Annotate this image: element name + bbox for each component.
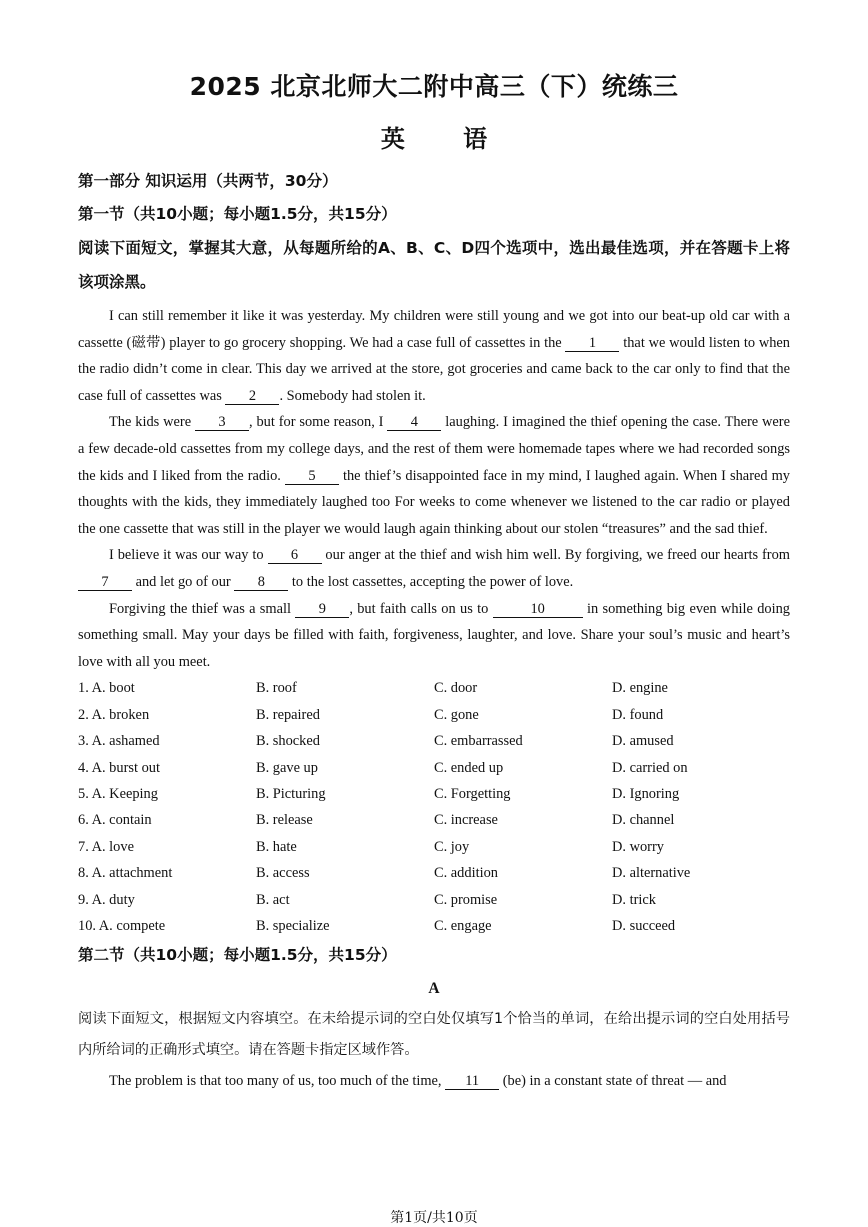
option-b: B. roof: [256, 680, 297, 697]
answer-options: [78, 675, 790, 939]
option-a: 4. A. burst out: [78, 759, 160, 776]
option-row: [78, 781, 790, 807]
grammar-paragraph-1: The problem is that too many of us, too much of the time, 11 (be) in a constant state of threat — and: [109, 1073, 727, 1090]
option-d: D. amused: [612, 733, 674, 750]
option-c: C. gone: [434, 706, 479, 723]
part1-heading: 第一部分 知识运用（共两节，30分）: [78, 172, 338, 190]
option-row: [78, 834, 790, 860]
passage-paragraph-1: I can still remember it like it was yesterday. My children were still young and we got into our beat-up old car with a cassette (磁带) player to go grocery shopping. We had a case full of cassettes in the 1 that we would listen to when the radio didn’t come in clear. This day we arrived at the store, got groceries and came back to the car only to find that the case full of cassettes was 2 . Somebody had stolen it.: [78, 308, 790, 404]
option-row: [78, 860, 790, 886]
section2-instruction: 阅读下面短文，根据短文内容填空。在未给提示词的空白处仅填写1个恰当的单词，在给出提示词的空白处用括号内所给词的正确形式填空。请在答题卡指定区域作答。: [78, 1011, 790, 1059]
option-c: C. promise: [434, 891, 498, 908]
section2-heading: 第二节（共10小题；每小题1.5分，共15分）: [78, 946, 397, 965]
option-row: [78, 675, 790, 701]
blank-3: 3: [195, 415, 249, 431]
option-row: [78, 755, 790, 781]
option-a: 5. A. Keeping: [78, 785, 158, 802]
option-a: 6. A. contain: [78, 812, 152, 829]
blank-9: 9: [295, 602, 349, 618]
option-c: C. ended up: [434, 759, 504, 776]
blank-1: 1: [565, 336, 619, 352]
blank-7: 7: [78, 575, 132, 591]
blank-10: 10: [493, 602, 583, 618]
option-c: C. addition: [434, 865, 498, 882]
page-number: 第1页/共10页: [390, 1210, 478, 1226]
option-row: [78, 807, 790, 833]
option-b: B. shocked: [256, 733, 320, 750]
option-b: B. release: [256, 812, 313, 829]
blank-8: 8: [234, 575, 288, 591]
blank-11: 11: [445, 1074, 499, 1090]
option-a: 8. A. attachment: [78, 865, 173, 882]
option-b: B. repaired: [256, 706, 320, 723]
option-a: 10. A. compete: [78, 917, 166, 934]
section2-label: A: [428, 980, 440, 998]
option-row: [78, 702, 790, 728]
option-a: 9. A. duty: [78, 891, 135, 908]
option-c: C. door: [434, 680, 478, 697]
option-d: D. engine: [612, 680, 668, 697]
option-b: B. access: [256, 865, 310, 882]
option-a: 3. A. ashamed: [78, 733, 160, 750]
grammar-passage: [78, 1066, 790, 1096]
option-a: 7. A. love: [78, 838, 134, 855]
section1-instruction: 阅读下面短文，掌握其大意，从每题所给的A、B、C、D四个选项中，选出最佳选项，并在答题卡上将该项涂黑。: [78, 239, 790, 291]
option-b: B. gave up: [256, 759, 318, 776]
option-c: C. Forgetting: [434, 785, 511, 802]
blank-2: 2: [225, 389, 279, 405]
option-d: D. succeed: [612, 917, 676, 934]
option-c: C. engage: [434, 917, 492, 934]
passage-paragraph-4: Forgiving the thief was a small 9 , but faith calls on us to 10 in something big even while doing something small. May your days be filled with faith, forgiveness, laughter, and love. Share your soul’s music and heart’s love with all you meet.: [78, 600, 790, 670]
option-d: D. worry: [612, 838, 664, 855]
option-row: [78, 913, 790, 939]
option-a: 2. A. broken: [78, 706, 150, 723]
passage-paragraph-2: The kids were 3 , but for some reason, I 4 laughing. I imagined the thief opening the case. There were a few decade-old cassettes from my college days, and the rest of them were homemade tapes where we had recorded songs the kids and I liked from the radio. 5 the thief’s disappointed face in my mind, I laughed again. When I shared my thoughts with the kids, they immediately laughed too For weeks to come whenever we listened to the car radio or played the one cassette that was still in the player we would laugh again thinking about our stolen “treasures” and the sad thief.: [78, 414, 790, 537]
option-row: [78, 728, 790, 754]
option-d: D. channel: [612, 812, 675, 829]
passage-paragraph-3: I believe it was our way to 6 our anger at the thief and wish him well. By forgiving, we freed our hearts from 7 and let go of our 8 to the lost cassettes, accepting the power of love.: [78, 542, 790, 595]
option-d: D. Ignoring: [612, 785, 680, 802]
option-row: [78, 887, 790, 913]
exam-content: [78, 165, 790, 1096]
blank-6: 6: [268, 548, 322, 564]
section1-heading: 第一节（共10小题；每小题1.5分，共15分）: [78, 205, 397, 223]
option-b: B. Picturing: [256, 785, 326, 802]
blank-5: 5: [285, 469, 339, 485]
subject-title: 英 语: [380, 125, 488, 153]
option-a: 1. A. boot: [78, 680, 135, 697]
option-b: B. act: [256, 891, 290, 908]
option-d: D. alternative: [612, 865, 691, 882]
cloze-passage: [78, 303, 790, 675]
exam-title: 2025 北京北师大二附中高三（下）统练三: [189, 72, 679, 101]
option-d: D. carried on: [612, 759, 688, 776]
blank-4: 4: [387, 415, 441, 431]
option-b: B. hate: [256, 838, 297, 855]
option-c: C. embarrassed: [434, 733, 523, 750]
option-d: D. trick: [612, 891, 656, 908]
option-b: B. specialize: [256, 917, 330, 934]
option-c: C. joy: [434, 838, 470, 855]
option-c: C. increase: [434, 812, 498, 829]
option-d: D. found: [612, 706, 664, 723]
